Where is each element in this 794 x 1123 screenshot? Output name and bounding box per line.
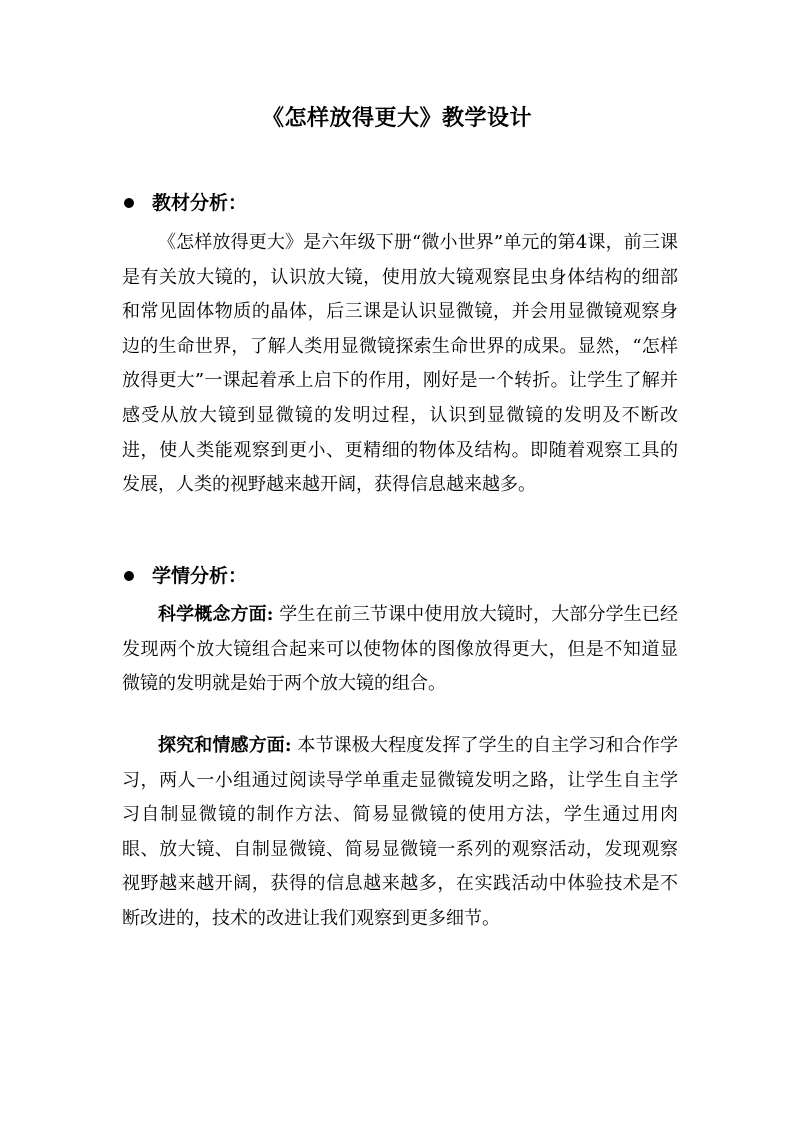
section-heading-learner-analysis (120, 563, 247, 589)
section-heading-label: 教材分析： (152, 192, 248, 214)
paragraph-science-concepts (122, 598, 678, 702)
document-title: 《怎样放得更大》教学设计 (261, 105, 532, 131)
bullet-icon (124, 571, 134, 581)
paragraph-text: 《怎样放得更大》是六年级下册“微小世界”单元的第4课，前三课是有关放大镜的，认识放大镜，使用放大镜观察昆虫身体结构的细部和常见固体物质的晶体，后三课是认识显微镜，并会用显微镜观察身边的生命世界，了解人类用显微镜探索生命世界的成果。显然，“怎样放得更大”一课起着承上启下的作用，刚好是一个转折。让学生了解并感受从放大镜到显微镜的发明过程，认识到显微镜的发明及不断改进，使人类能观察到更小、更精细的物体及结构。即随着观察工具的发展，人类的视野越来越开阔，获得信息越来越多。 (122, 232, 678, 496)
paragraph-text: 学生在前三节课中使用放大镜时，大部分学生已经发现两个放大镜组合起来可以使物体的图像放得更大，但是不知道显微镜的发明就是始于两个放大镜的组合。 (122, 604, 678, 695)
paragraph-inquiry-emotion (122, 729, 678, 937)
section-heading-textbook-analysis (120, 190, 247, 216)
bullet-icon (124, 198, 134, 208)
paragraph-text: 本节课极大程度发挥了学生的自主学习和合作学习，两人一小组通过阅读导学单重走显微镜发明之路，让学生自主学习自制显微镜的制作方法、简易显微镜的使用方法，学生通过用肉眼、放大镜、自制显微镜、简易显微镜一系列的观察活动，发现观察视野越来越开阔，获得的信息越来越多，在实践活动中体验技术是不断改进的，技术的改进让我们观察到更多细节。 (122, 735, 678, 929)
paragraph-lead: 科学概念方面: (158, 604, 274, 625)
paragraph-textbook-analysis (122, 226, 678, 503)
section-heading-label: 学情分析： (152, 565, 248, 587)
paragraph-lead: 探究和情感方面: (158, 735, 292, 756)
